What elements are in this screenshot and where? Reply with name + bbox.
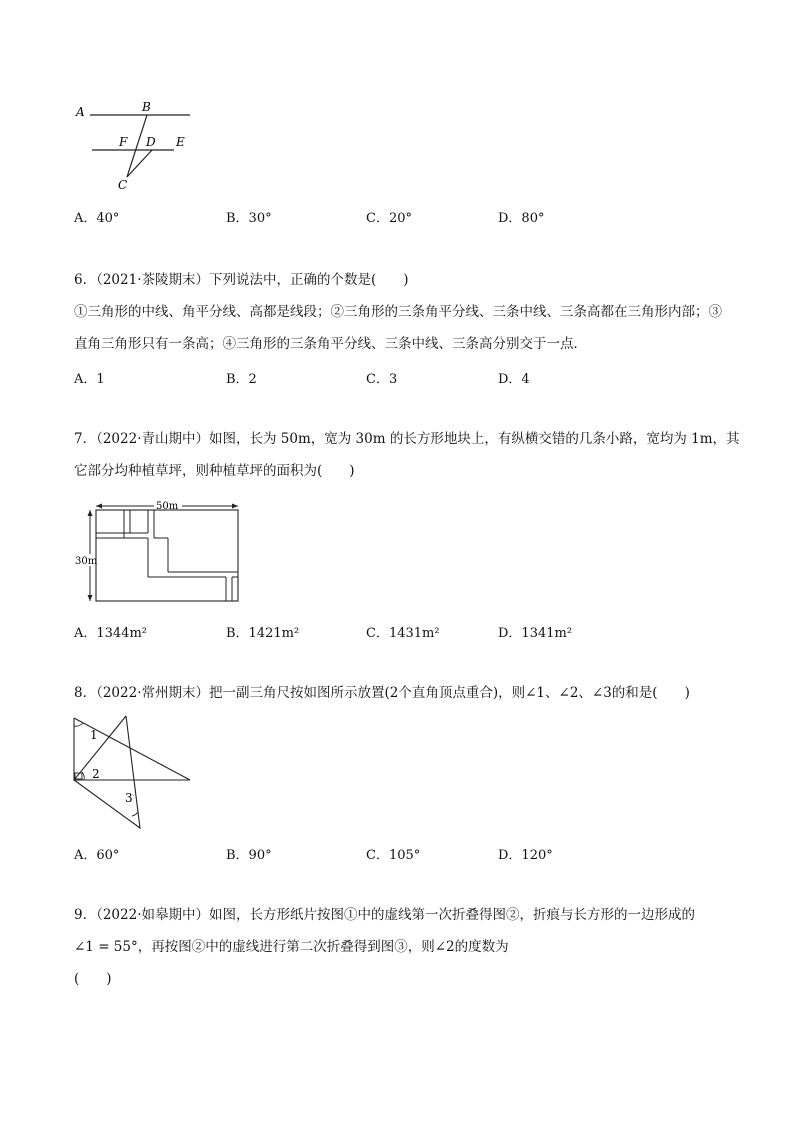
q9-stem-line-2: ∠1 = 55°，再按图②中的虚线进行第二次折叠得到图③，则∠2的度数为 (74, 939, 509, 955)
width-label: 50m (156, 501, 179, 512)
q6-option-c[interactable]: C．3 (366, 372, 398, 387)
q9-answer-blank: ( ) (74, 971, 112, 987)
segment-bc (127, 115, 147, 177)
label-b: B (142, 100, 151, 114)
q8-option-d[interactable]: D．120° (498, 848, 553, 863)
q8-stem-line-1: 8．（2022·常州期末）把一副三角尺按如图所示放置(2个直角顶点重合)，则∠1、∠2、∠3的和是( ) (74, 685, 690, 701)
q8-options (74, 844, 634, 862)
q8-option-b[interactable]: B．90° (226, 848, 272, 863)
height-arrow-top (88, 510, 93, 516)
q7-stem-line-2: 它部分均种植草坪，则种植草坪的面积为( ) (74, 463, 355, 479)
angle-3-arc (132, 812, 138, 816)
angle-3-label: 3 (125, 791, 133, 805)
height-label: 30m (75, 556, 98, 567)
q6-option-a[interactable]: A．1 (74, 372, 105, 387)
label-e: E (176, 135, 185, 149)
q7-option-d[interactable]: D．1341m² (498, 626, 573, 641)
q7-option-b[interactable]: B．1421m² (226, 626, 300, 641)
q6-option-d[interactable]: D．4 (498, 372, 530, 387)
q5-option-c[interactable]: C．20° (366, 211, 412, 226)
land-rectangle (96, 510, 238, 601)
label-f: F (119, 135, 128, 149)
q6-stem-line-1: 6．（2021·茶陵期末）下列说法中，正确的个数是( ) (74, 272, 409, 288)
label-c: C (118, 178, 128, 192)
q5-figure (70, 98, 200, 194)
q7-stem-line-1: 7．（2022·青山期中）如图，长为 50m，宽为 30m 的长方形地块上，有纵横交错的几条小路，宽均为 1m，其 (74, 431, 740, 447)
q8-option-a[interactable]: A．60° (74, 848, 120, 863)
q5-option-a[interactable]: A．40° (74, 211, 120, 226)
height-arrow-bottom (88, 595, 93, 601)
angle-2-label: 2 (92, 767, 100, 781)
q5-option-b[interactable]: B．30° (226, 211, 272, 226)
set-square-2 (74, 716, 140, 828)
q6-stem-line-3: 直角三角形只有一条高；④三角形的三条角平分线、三条中线、三条高分别交于一点． (74, 336, 587, 352)
width-arrow-right (232, 504, 238, 509)
q7-option-a[interactable]: A．1344m² (74, 626, 148, 641)
q6-option-b[interactable]: B．2 (226, 372, 257, 387)
q8-figure (70, 712, 194, 832)
label-d: D (146, 135, 156, 149)
angle-1-label: 1 (90, 728, 98, 742)
q5-option-d[interactable]: D．80° (498, 211, 545, 226)
q7-figure (72, 497, 244, 607)
q8-option-c[interactable]: C．105° (366, 848, 421, 863)
q6-options (74, 368, 634, 386)
q5-options (74, 207, 634, 225)
q7-option-c[interactable]: C．1431m² (366, 626, 440, 641)
label-a: A (76, 105, 85, 119)
q7-options (74, 622, 634, 640)
q9-stem-line-1: 9．（2022·如皋期中）如图，长方形纸片按图①中的虚线第一次折叠得图②，折痕与长方形的一边形成的 (74, 907, 695, 923)
q6-stem-line-2: ①三角形的中线、角平分线、高都是线段；②三角形的三条角平分线、三条中线、三条高都在三角形内部；③ (74, 304, 722, 320)
width-arrow-left (96, 504, 102, 509)
angle-1-arc (74, 723, 83, 726)
